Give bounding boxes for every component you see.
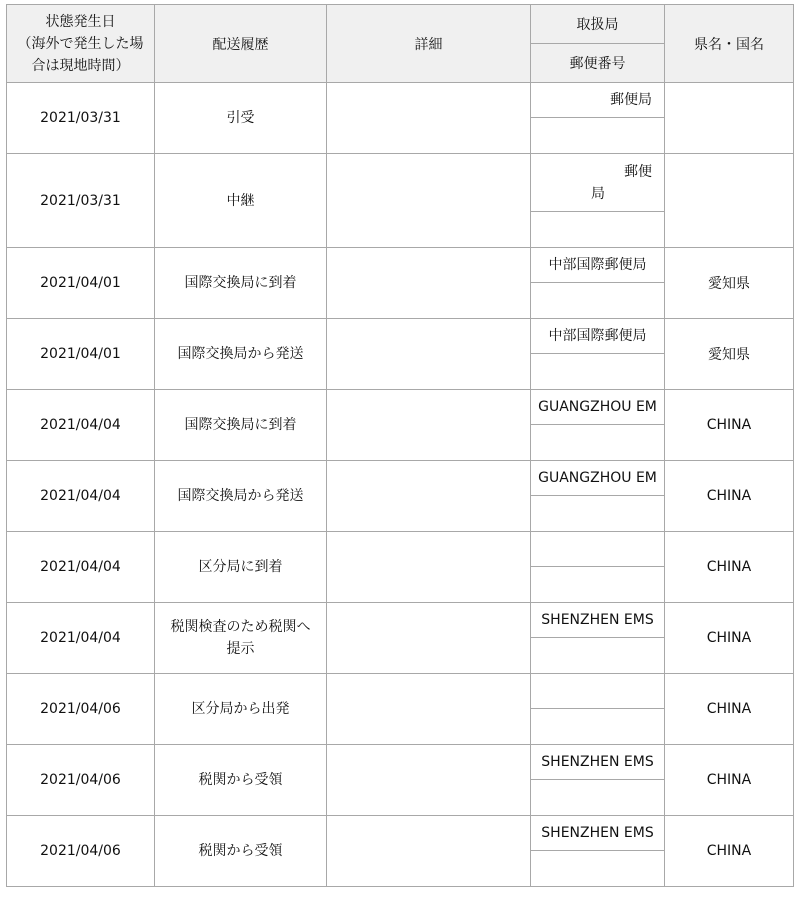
row-postal [531, 496, 664, 531]
row-office: 中部国際郵便局 [531, 319, 664, 354]
row-office-line-2: 局 [591, 185, 605, 202]
row-office: SHENZHEN EMS [531, 603, 664, 638]
row-region [665, 83, 794, 154]
row-history: 区分局から出発 [155, 674, 327, 745]
row-detail [327, 674, 531, 745]
row-detail [327, 319, 531, 390]
row-history-line-1: 税関検査のため税関へ [170, 619, 311, 635]
row-office: 郵便局 [531, 83, 664, 118]
header-region: 県名・国名 [665, 5, 794, 83]
table-row [7, 154, 794, 248]
row-office: 中部国際郵便局 [531, 248, 664, 283]
row-detail [327, 532, 531, 603]
row-date: 2021/04/01 [7, 248, 155, 319]
table-row [7, 816, 794, 887]
table-row [7, 532, 794, 603]
table-row [7, 390, 794, 461]
row-office-cell [531, 674, 665, 745]
row-office-cell [531, 461, 665, 532]
row-office-cell [531, 816, 665, 887]
row-postal [531, 567, 664, 602]
row-detail [327, 603, 531, 674]
row-region: CHINA [665, 674, 794, 745]
header-detail: 詳細 [327, 5, 531, 83]
table-row [7, 674, 794, 745]
row-postal [531, 709, 664, 744]
row-date: 2021/03/31 [7, 83, 155, 154]
header-history: 配送履歴 [155, 5, 327, 83]
row-office: SHENZHEN EMS [531, 745, 664, 780]
row-region: CHINA [665, 390, 794, 461]
row-office-cell [531, 603, 665, 674]
header-date [7, 5, 155, 83]
row-detail [327, 248, 531, 319]
table-row [7, 603, 794, 674]
row-history: 中継 [155, 154, 327, 248]
row-office: GUANGZHOU EM [531, 461, 664, 496]
row-date: 2021/04/04 [7, 390, 155, 461]
row-office [531, 154, 664, 212]
row-office [531, 674, 664, 709]
row-date: 2021/04/06 [7, 745, 155, 816]
row-date: 2021/04/01 [7, 319, 155, 390]
row-date: 2021/04/06 [7, 674, 155, 745]
header-office: 取扱局 [531, 5, 665, 44]
row-office-cell [531, 390, 665, 461]
table-row [7, 319, 794, 390]
tracking-history-table [6, 4, 794, 887]
row-postal [531, 118, 664, 153]
row-history: 国際交換局に到着 [155, 248, 327, 319]
row-detail [327, 390, 531, 461]
row-office-cell [531, 154, 665, 248]
row-region: CHINA [665, 603, 794, 674]
header-date-note-1: （海外で発生した場 [17, 35, 144, 52]
row-history: 国際交換局に到着 [155, 390, 327, 461]
row-postal [531, 851, 664, 886]
table-row [7, 461, 794, 532]
row-office-cell [531, 248, 665, 319]
row-detail [327, 816, 531, 887]
table-row [7, 248, 794, 319]
row-postal [531, 780, 664, 815]
row-postal [531, 638, 664, 673]
row-date: 2021/04/04 [7, 603, 155, 674]
row-history-line-2: 提示 [226, 641, 255, 657]
header-postal: 郵便番号 [531, 44, 665, 83]
row-history: 引受 [155, 83, 327, 154]
row-office-cell [531, 319, 665, 390]
row-region: 愛知県 [665, 248, 794, 319]
row-detail [327, 461, 531, 532]
table-body [7, 83, 794, 887]
table-row [7, 745, 794, 816]
header-date-label: 状態発生日 [45, 13, 116, 30]
row-detail [327, 154, 531, 248]
row-office: GUANGZHOU EM [531, 390, 664, 425]
row-history: 税関から受領 [155, 816, 327, 887]
row-region: 愛知県 [665, 319, 794, 390]
row-history: 国際交換局から発送 [155, 461, 327, 532]
row-history: 国際交換局から発送 [155, 319, 327, 390]
row-postal [531, 425, 664, 460]
row-postal [531, 283, 664, 318]
table-row [7, 83, 794, 154]
row-office-cell [531, 745, 665, 816]
row-region: CHINA [665, 745, 794, 816]
row-history: 税関から受領 [155, 745, 327, 816]
row-history: 区分局に到着 [155, 532, 327, 603]
row-region: CHINA [665, 532, 794, 603]
row-date: 2021/04/04 [7, 532, 155, 603]
row-detail [327, 745, 531, 816]
row-office-cell [531, 532, 665, 603]
row-history [155, 603, 327, 674]
row-date: 2021/04/04 [7, 461, 155, 532]
row-detail [327, 83, 531, 154]
row-office [531, 532, 664, 567]
row-date: 2021/04/06 [7, 816, 155, 887]
table-header [7, 5, 794, 83]
row-office-cell [531, 83, 665, 154]
row-date: 2021/03/31 [7, 154, 155, 248]
row-region [665, 154, 794, 248]
row-postal [531, 212, 664, 247]
row-region: CHINA [665, 816, 794, 887]
header-date-note-2: 合は現地時間） [31, 57, 130, 74]
row-region: CHINA [665, 461, 794, 532]
row-postal [531, 354, 664, 389]
row-office: SHENZHEN EMS [531, 816, 664, 851]
row-office-line-1: 郵便 [624, 163, 652, 180]
